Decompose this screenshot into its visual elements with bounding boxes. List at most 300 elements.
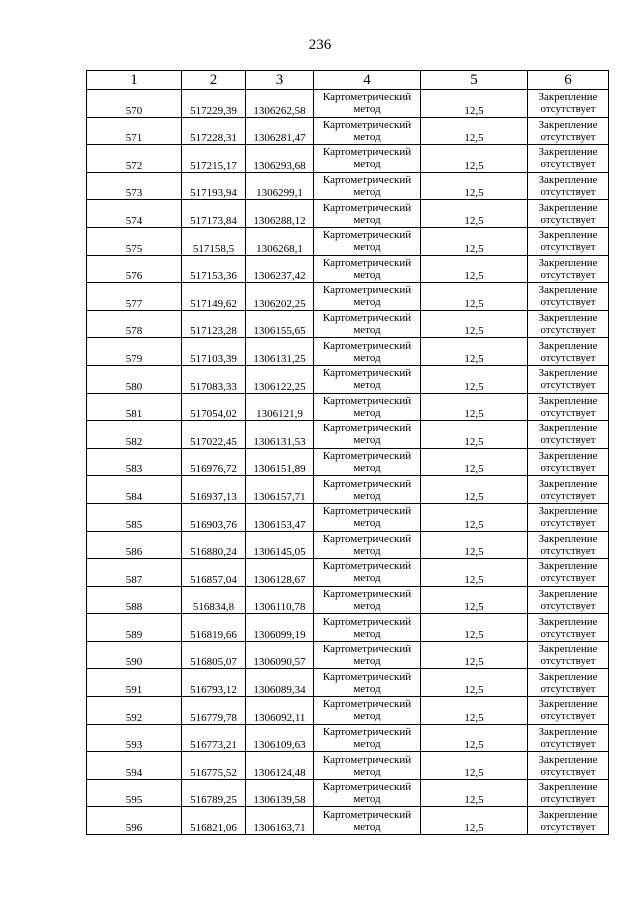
- accuracy-cell: [421, 227, 528, 255]
- coordinate-y: [246, 227, 314, 255]
- method-cell: [314, 145, 421, 173]
- fixation-cell-text: отсутствует: [540, 793, 596, 806]
- coordinate-x: [182, 669, 246, 697]
- method-cell-text: метод: [353, 820, 381, 833]
- coordinate-x: [182, 476, 246, 504]
- coordinate-x: [182, 338, 246, 366]
- fixation-cell-text: отсутствует: [540, 710, 596, 723]
- method-cell-text: Картометрический: [322, 477, 412, 490]
- point-number: [87, 697, 182, 725]
- coordinate-x: [182, 641, 246, 669]
- method-cell-text: Картометрический: [322, 450, 412, 463]
- fixation-cell-text: Закрепление: [538, 505, 598, 518]
- accuracy-cell-text: 12,5: [464, 573, 484, 586]
- point-number-text: 587: [125, 573, 143, 586]
- fixation-cell-text: Закрепление: [538, 91, 598, 104]
- coordinate-x: [182, 310, 246, 338]
- method-cell-text: Картометрический: [322, 615, 412, 628]
- method-cell-text: метод: [353, 268, 381, 281]
- coordinate-x: [182, 503, 246, 531]
- header-row: [87, 71, 609, 90]
- accuracy-cell-text: 12,5: [464, 132, 484, 145]
- accuracy-cell-text: 12,5: [464, 325, 484, 338]
- fixation-cell: [528, 476, 609, 504]
- point-number: [87, 724, 182, 752]
- fixation-cell: [528, 503, 609, 531]
- accuracy-cell: [421, 752, 528, 780]
- point-number: [87, 476, 182, 504]
- fixation-cell-text: Закрепление: [538, 394, 598, 407]
- point-number: [87, 807, 182, 835]
- header-cell-5: 5: [421, 71, 528, 90]
- coordinate-y: [246, 531, 314, 559]
- method-cell-text: Картометрический: [322, 725, 412, 738]
- fixation-cell: [528, 421, 609, 449]
- coordinate-y-text: 1306124,48: [253, 766, 306, 779]
- method-cell-text: метод: [353, 710, 381, 723]
- coordinate-y: [246, 421, 314, 449]
- coordinate-x-text: 517173,84: [190, 214, 237, 227]
- coordinate-y-text: 1306157,71: [253, 490, 306, 503]
- coordinate-x-text: 517215,17: [190, 159, 237, 172]
- fixation-cell-text: Закрепление: [538, 725, 598, 738]
- method-cell-text: метод: [353, 627, 381, 640]
- coordinate-y: [246, 669, 314, 697]
- method-cell-text: метод: [353, 241, 381, 254]
- fixation-cell-text: Закрепление: [538, 201, 598, 214]
- coordinate-y-text: 1306121,9: [256, 408, 303, 421]
- fixation-cell-text: отсутствует: [540, 158, 596, 171]
- method-cell: [314, 283, 421, 311]
- method-cell: [314, 559, 421, 587]
- coordinate-x-text: 516976,72: [190, 463, 237, 476]
- method-cell: [314, 90, 421, 118]
- table-row: [87, 283, 609, 311]
- coordinate-y: [246, 310, 314, 338]
- coordinate-x-text: 517123,28: [190, 325, 237, 338]
- accuracy-cell: [421, 283, 528, 311]
- accuracy-cell-text: 12,5: [464, 739, 484, 752]
- point-number-text: 573: [125, 187, 143, 200]
- method-cell-text: Картометрический: [322, 505, 412, 518]
- accuracy-cell: [421, 807, 528, 835]
- method-cell: [314, 641, 421, 669]
- coordinate-x-text: 517022,45: [190, 435, 237, 448]
- coordinate-y: [246, 807, 314, 835]
- table-row: [87, 365, 609, 393]
- table-row: [87, 614, 609, 642]
- method-cell-text: метод: [353, 599, 381, 612]
- point-number: [87, 752, 182, 780]
- fixation-cell-text: Закрепление: [538, 753, 598, 766]
- fixation-cell-text: Закрепление: [538, 284, 598, 297]
- coordinate-x: [182, 255, 246, 283]
- coordinate-x-text: 516880,24: [190, 546, 237, 559]
- accuracy-cell: [421, 641, 528, 669]
- fixation-cell: [528, 724, 609, 752]
- method-cell-text: метод: [353, 296, 381, 309]
- method-cell-text: Картометрический: [322, 422, 412, 435]
- method-cell-text: Картометрический: [322, 312, 412, 325]
- point-number: [87, 586, 182, 614]
- fixation-cell-text: Закрепление: [538, 174, 598, 187]
- coordinate-y: [246, 255, 314, 283]
- table-row: [87, 310, 609, 338]
- coordinate-x: [182, 227, 246, 255]
- point-number: [87, 503, 182, 531]
- accuracy-cell: [421, 586, 528, 614]
- coordinate-y-text: 1306281,47: [253, 132, 306, 145]
- method-cell: [314, 393, 421, 421]
- fixation-cell: [528, 614, 609, 642]
- table-body: [87, 90, 609, 835]
- point-number: [87, 393, 182, 421]
- point-number-text: 594: [125, 766, 143, 779]
- point-number-text: 585: [125, 518, 143, 531]
- method-cell: [314, 200, 421, 228]
- point-number-text: 576: [125, 270, 143, 283]
- method-cell-text: метод: [353, 765, 381, 778]
- method-cell-text: метод: [353, 655, 381, 668]
- point-number: [87, 614, 182, 642]
- coordinate-x: [182, 145, 246, 173]
- fixation-cell: [528, 145, 609, 173]
- accuracy-cell: [421, 117, 528, 145]
- accuracy-cell-text: 12,5: [464, 711, 484, 724]
- fixation-cell-text: отсутствует: [540, 324, 596, 337]
- point-number-text: 591: [125, 684, 143, 697]
- method-cell-text: метод: [353, 406, 381, 419]
- coordinate-x-text: 517193,94: [190, 187, 237, 200]
- method-cell: [314, 117, 421, 145]
- accuracy-cell: [421, 614, 528, 642]
- coordinate-y-text: 1306131,53: [253, 435, 306, 448]
- point-number: [87, 90, 182, 118]
- coordinate-y-text: 1306089,34: [253, 684, 306, 697]
- fixation-cell-text: Закрепление: [538, 698, 598, 711]
- coordinate-y-text: 1306153,47: [253, 518, 306, 531]
- table-row: [87, 117, 609, 145]
- accuracy-cell: [421, 145, 528, 173]
- method-cell-text: Картометрический: [322, 587, 412, 600]
- point-number-text: 592: [125, 711, 143, 724]
- coordinates-table: [86, 70, 609, 835]
- coordinate-y: [246, 172, 314, 200]
- point-number-text: 581: [125, 408, 143, 421]
- accuracy-cell: [421, 531, 528, 559]
- fixation-cell-text: отсутствует: [540, 213, 596, 226]
- table-row: [87, 200, 609, 228]
- coordinate-x: [182, 807, 246, 835]
- point-number-text: 595: [125, 794, 143, 807]
- coordinate-y-text: 1306155,65: [253, 325, 306, 338]
- method-cell: [314, 503, 421, 531]
- method-cell-text: метод: [353, 517, 381, 530]
- method-cell-text: метод: [353, 462, 381, 475]
- coordinate-y-text: 1306099,19: [253, 628, 306, 641]
- coordinate-y: [246, 448, 314, 476]
- fixation-cell-text: отсутствует: [540, 572, 596, 585]
- fixation-cell-text: Закрепление: [538, 587, 598, 600]
- fixation-cell-text: отсутствует: [540, 765, 596, 778]
- point-number: [87, 117, 182, 145]
- header-cell-1: 1: [87, 71, 182, 90]
- accuracy-cell: [421, 476, 528, 504]
- method-cell-text: Картометрический: [322, 367, 412, 380]
- point-number: [87, 283, 182, 311]
- point-number-text: 575: [125, 242, 143, 255]
- accuracy-cell: [421, 724, 528, 752]
- method-cell-text: Картометрический: [322, 339, 412, 352]
- accuracy-cell: [421, 421, 528, 449]
- coordinate-x: [182, 531, 246, 559]
- method-cell-text: Картометрический: [322, 698, 412, 711]
- method-cell-text: метод: [353, 213, 381, 226]
- accuracy-cell: [421, 200, 528, 228]
- fixation-cell-text: отсутствует: [540, 268, 596, 281]
- accuracy-cell-text: 12,5: [464, 628, 484, 641]
- method-cell: [314, 724, 421, 752]
- coordinate-y: [246, 503, 314, 531]
- method-cell: [314, 752, 421, 780]
- fixation-cell: [528, 365, 609, 393]
- fixation-cell-text: Закрепление: [538, 670, 598, 683]
- point-number-text: 578: [125, 325, 143, 338]
- fixation-cell-text: отсутствует: [540, 682, 596, 695]
- point-number-text: 584: [125, 490, 143, 503]
- coordinate-x-text: 516821,06: [190, 822, 237, 835]
- coordinate-y: [246, 559, 314, 587]
- coordinate-x-text: 516793,12: [190, 684, 237, 697]
- point-number: [87, 669, 182, 697]
- point-number-text: 580: [125, 380, 143, 393]
- coordinate-y-text: 1306268,1: [256, 242, 303, 255]
- table-row: [87, 559, 609, 587]
- coordinate-y: [246, 779, 314, 807]
- fixation-cell: [528, 283, 609, 311]
- coordinate-x: [182, 697, 246, 725]
- coordinate-y-text: 1306288,12: [253, 214, 306, 227]
- coordinate-x-text: 517158,5: [192, 242, 235, 255]
- point-number: [87, 200, 182, 228]
- table-row: [87, 752, 609, 780]
- fixation-cell: [528, 338, 609, 366]
- fixation-cell-text: отсутствует: [540, 406, 596, 419]
- coordinate-x: [182, 724, 246, 752]
- method-cell-text: метод: [353, 544, 381, 557]
- fixation-cell-text: отсутствует: [540, 296, 596, 309]
- accuracy-cell-text: 12,5: [464, 435, 484, 448]
- method-cell-text: метод: [353, 379, 381, 392]
- coordinate-x: [182, 90, 246, 118]
- coordinate-x-text: 517054,02: [190, 408, 237, 421]
- point-number: [87, 310, 182, 338]
- method-cell-text: Картометрический: [322, 808, 412, 821]
- accuracy-cell-text: 12,5: [464, 408, 484, 421]
- point-number: [87, 227, 182, 255]
- coordinate-y-text: 1306090,57: [253, 656, 306, 669]
- method-cell: [314, 476, 421, 504]
- fixation-cell-text: отсутствует: [540, 737, 596, 750]
- table-row: [87, 448, 609, 476]
- fixation-cell: [528, 117, 609, 145]
- point-number-text: 583: [125, 463, 143, 476]
- fixation-cell-text: Закрепление: [538, 532, 598, 545]
- point-number-text: 577: [125, 297, 143, 310]
- accuracy-cell-text: 12,5: [464, 297, 484, 310]
- method-cell-text: Картометрический: [322, 670, 412, 683]
- fixation-cell-text: отсутствует: [540, 186, 596, 199]
- point-number-text: 586: [125, 546, 143, 559]
- header-cell-4: 4: [314, 71, 421, 90]
- header-cell-3: 3: [246, 71, 314, 90]
- fixation-cell-text: Закрепление: [538, 312, 598, 325]
- fixation-cell-text: Закрепление: [538, 422, 598, 435]
- accuracy-cell: [421, 338, 528, 366]
- coordinate-x-text: 516775,52: [190, 766, 237, 779]
- fixation-cell-text: отсутствует: [540, 599, 596, 612]
- coordinate-y-text: 1306128,67: [253, 573, 306, 586]
- page-number: 236: [308, 37, 332, 53]
- point-number-text: 572: [125, 159, 143, 172]
- fixation-cell-text: отсутствует: [540, 379, 596, 392]
- method-cell-text: Картометрический: [322, 174, 412, 187]
- method-cell-text: Картометрический: [322, 532, 412, 545]
- point-number-text: 579: [125, 352, 143, 365]
- point-number-text: 570: [125, 104, 143, 117]
- coordinate-x: [182, 586, 246, 614]
- coordinate-x: [182, 172, 246, 200]
- point-number: [87, 365, 182, 393]
- accuracy-cell-text: 12,5: [464, 104, 484, 117]
- coordinate-x: [182, 448, 246, 476]
- coordinate-y: [246, 614, 314, 642]
- method-cell-text: Картометрический: [322, 560, 412, 573]
- method-cell: [314, 338, 421, 366]
- method-cell: [314, 227, 421, 255]
- coordinate-y: [246, 641, 314, 669]
- fixation-cell: [528, 559, 609, 587]
- header-cell-2: 2: [182, 71, 246, 90]
- point-number-text: 590: [125, 656, 143, 669]
- accuracy-cell: [421, 393, 528, 421]
- method-cell-text: метод: [353, 434, 381, 447]
- point-number: [87, 448, 182, 476]
- fixation-cell-text: отсутствует: [540, 627, 596, 640]
- fixation-cell: [528, 669, 609, 697]
- coordinate-x: [182, 559, 246, 587]
- fixation-cell-text: отсутствует: [540, 130, 596, 143]
- fixation-cell-text: отсутствует: [540, 544, 596, 557]
- fixation-cell: [528, 531, 609, 559]
- table-row: [87, 697, 609, 725]
- method-cell: [314, 531, 421, 559]
- accuracy-cell-text: 12,5: [464, 214, 484, 227]
- method-cell-text: метод: [353, 682, 381, 695]
- method-cell-text: Картометрический: [322, 284, 412, 297]
- coordinate-y: [246, 200, 314, 228]
- coordinate-y: [246, 476, 314, 504]
- point-number: [87, 559, 182, 587]
- method-cell-text: Картометрический: [322, 146, 412, 159]
- fixation-cell-text: отсутствует: [540, 434, 596, 447]
- fixation-cell-text: отсутствует: [540, 351, 596, 364]
- method-cell-text: метод: [353, 351, 381, 364]
- fixation-cell-text: Закрепление: [538, 560, 598, 573]
- table-row: [87, 807, 609, 835]
- coordinate-x: [182, 117, 246, 145]
- method-cell: [314, 614, 421, 642]
- fixation-cell-text: Закрепление: [538, 146, 598, 159]
- point-number-text: 596: [125, 822, 143, 835]
- point-number-text: 593: [125, 739, 143, 752]
- method-cell-text: метод: [353, 130, 381, 143]
- coordinate-y: [246, 90, 314, 118]
- coordinate-y-text: 1306293,68: [253, 159, 306, 172]
- accuracy-cell: [421, 365, 528, 393]
- coordinate-x-text: 516805,07: [190, 656, 237, 669]
- table-row: [87, 145, 609, 173]
- accuracy-cell-text: 12,5: [464, 187, 484, 200]
- method-cell: [314, 669, 421, 697]
- method-cell: [314, 586, 421, 614]
- fixation-cell: [528, 90, 609, 118]
- fixation-cell: [528, 448, 609, 476]
- accuracy-cell: [421, 172, 528, 200]
- table-row: [87, 421, 609, 449]
- accuracy-cell: [421, 559, 528, 587]
- fixation-cell: [528, 752, 609, 780]
- accuracy-cell-text: 12,5: [464, 546, 484, 559]
- accuracy-cell-text: 12,5: [464, 242, 484, 255]
- fixation-cell-text: отсутствует: [540, 103, 596, 116]
- fixation-cell-text: Закрепление: [538, 450, 598, 463]
- accuracy-cell-text: 12,5: [464, 822, 484, 835]
- point-number: [87, 145, 182, 173]
- fixation-cell-text: Закрепление: [538, 229, 598, 242]
- fixation-cell: [528, 227, 609, 255]
- fixation-cell: [528, 310, 609, 338]
- point-number-text: 582: [125, 435, 143, 448]
- coordinate-x: [182, 752, 246, 780]
- coordinate-x-text: 516779,78: [190, 711, 237, 724]
- coordinate-x-text: 517149,62: [190, 297, 237, 310]
- fixation-cell-text: Закрепление: [538, 256, 598, 269]
- point-number: [87, 779, 182, 807]
- fixation-cell-text: Закрепление: [538, 367, 598, 380]
- point-number: [87, 421, 182, 449]
- method-cell-text: Картометрический: [322, 229, 412, 242]
- fixation-cell: [528, 200, 609, 228]
- coordinate-x-text: 516819,66: [190, 628, 237, 641]
- coordinate-x-text: 516789,25: [190, 794, 237, 807]
- accuracy-cell-text: 12,5: [464, 794, 484, 807]
- fixation-cell: [528, 641, 609, 669]
- method-cell: [314, 807, 421, 835]
- fixation-cell-text: Закрепление: [538, 477, 598, 490]
- coordinate-x-text: 516834,8: [192, 601, 235, 614]
- fixation-cell-text: отсутствует: [540, 517, 596, 530]
- accuracy-cell: [421, 448, 528, 476]
- method-cell: [314, 365, 421, 393]
- coordinate-y-text: 1306131,25: [253, 352, 306, 365]
- method-cell-text: Картометрический: [322, 118, 412, 131]
- coordinate-y-text: 1306092,11: [253, 711, 306, 724]
- point-number: [87, 531, 182, 559]
- coordinate-x-text: 516903,76: [190, 518, 237, 531]
- accuracy-cell-text: 12,5: [464, 518, 484, 531]
- method-cell-text: метод: [353, 103, 381, 116]
